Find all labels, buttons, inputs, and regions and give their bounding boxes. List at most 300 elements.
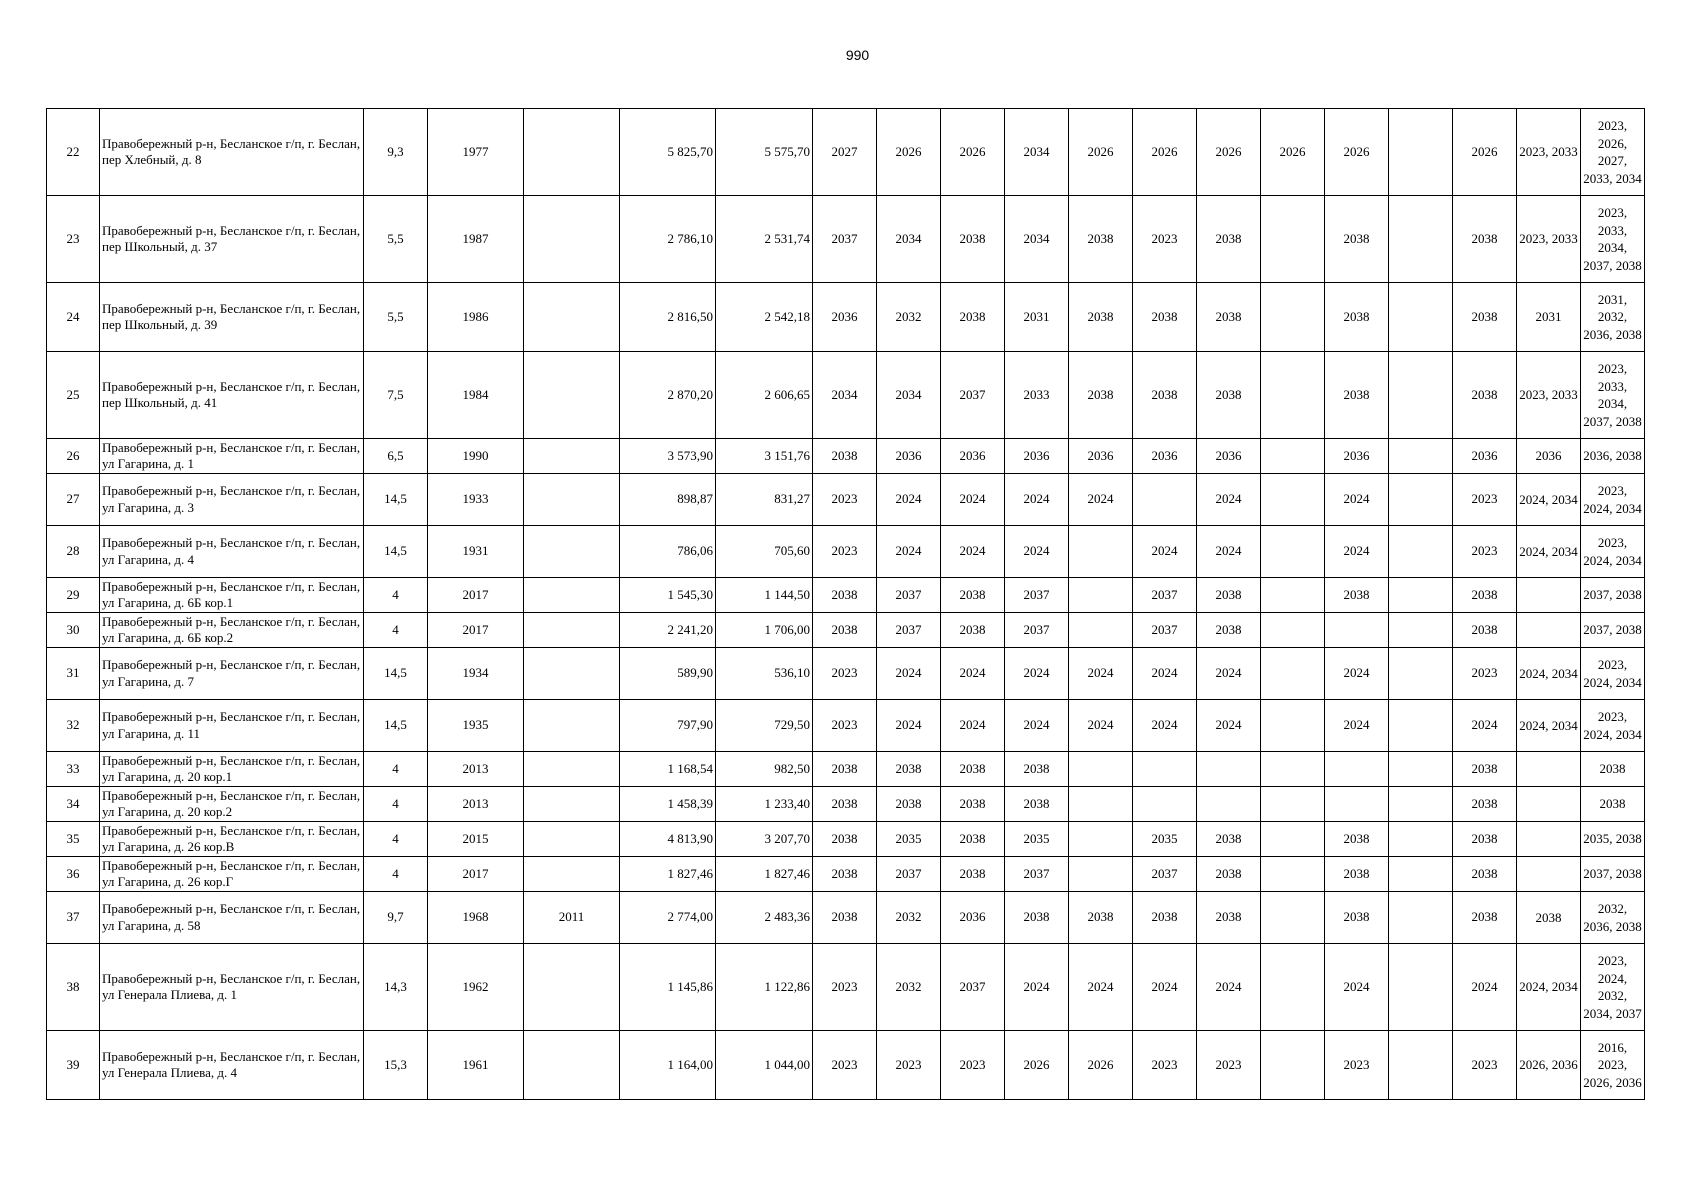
planned-year-cell: 2037 (1005, 857, 1069, 892)
planned-year-cell: 2023 (1453, 474, 1517, 526)
planned-year-cell: 2024 (1069, 474, 1133, 526)
planned-year-cell: 2026 (1453, 109, 1517, 196)
planned-year-cell (1261, 196, 1325, 283)
planned-year-cell (1389, 439, 1453, 474)
table-row (47, 196, 1645, 283)
planned-year-cell (1261, 613, 1325, 648)
planned-year-cell (1261, 474, 1325, 526)
planned-year-cell (1325, 787, 1389, 822)
planned-year-cell: 2023 (1133, 196, 1197, 283)
planned-year-cell: 2023, 2033 (1517, 109, 1581, 196)
planned-year-cell: 2038 (813, 857, 877, 892)
planned-year-cell: 2023 (813, 526, 877, 578)
planned-year-cell: 2037 (813, 196, 877, 283)
planned-year-cell: 2024 (1005, 648, 1069, 700)
planned-year-cell: 2038 (1197, 352, 1261, 439)
planned-year-cell: 2026 (1069, 109, 1133, 196)
planned-year-cell: 2038 (1453, 283, 1517, 352)
planned-year-cell (1517, 822, 1581, 857)
planned-year-cell (1389, 648, 1453, 700)
planned-year-cell: 2024, 2034 (1517, 648, 1581, 700)
planned-year-cell (1133, 474, 1197, 526)
living-area-cell: 831,27 (716, 474, 813, 526)
wear-cell: 9,7 (364, 892, 428, 944)
planned-year-cell (1069, 752, 1133, 787)
planned-year-cell: 2023 (813, 1031, 877, 1100)
planned-year-cell: 2038 (1197, 196, 1261, 283)
table-row (47, 474, 1645, 526)
planned-year-cell (1261, 439, 1325, 474)
row-number-cell: 39 (47, 1031, 100, 1100)
wear-cell: 4 (364, 822, 428, 857)
planned-year-cell: 2037 (1005, 578, 1069, 613)
planned-year-cell: 2038 (1005, 752, 1069, 787)
renovation-year-cell (524, 439, 620, 474)
planned-year-cell (1389, 787, 1453, 822)
planned-year-cell: 2024 (1197, 474, 1261, 526)
living-area-cell: 729,50 (716, 700, 813, 752)
planned-year-cell (1389, 822, 1453, 857)
row-number-cell: 37 (47, 892, 100, 944)
planned-year-cell: 2038 (1453, 196, 1517, 283)
planned-year-cell: 2038 (941, 283, 1005, 352)
wear-cell: 14,5 (364, 474, 428, 526)
address-cell: Правобережный р-н, Бесланское г/п, г. Беслан, ул Гагарина, д. 6Б кор.1 (100, 578, 364, 613)
planned-year-cell: 2023 (1453, 648, 1517, 700)
planned-year-cell: 2038 (1197, 613, 1261, 648)
living-area-cell: 705,60 (716, 526, 813, 578)
planned-year-cell (1389, 283, 1453, 352)
total-area-cell: 2 786,10 (620, 196, 716, 283)
wear-cell: 15,3 (364, 1031, 428, 1100)
planned-year-cell: 2023, 2024, 2034 (1581, 648, 1645, 700)
planned-year-cell (1261, 787, 1325, 822)
planned-year-cell: 2024 (1005, 526, 1069, 578)
planned-year-cell: 2024 (941, 700, 1005, 752)
planned-year-cell (1517, 787, 1581, 822)
planned-year-cell (1069, 526, 1133, 578)
address-cell: Правобережный р-н, Бесланское г/п, г. Беслан, пер Школьный, д. 39 (100, 283, 364, 352)
total-area-cell: 2 816,50 (620, 283, 716, 352)
living-area-cell: 5 575,70 (716, 109, 813, 196)
planned-year-cell (1261, 352, 1325, 439)
renovation-year-cell (524, 944, 620, 1031)
planned-year-cell: 2023 (813, 648, 877, 700)
planned-year-cell: 2026 (1133, 109, 1197, 196)
planned-year-cell: 2038 (1069, 352, 1133, 439)
wear-cell: 4 (364, 578, 428, 613)
planned-year-cell (1389, 944, 1453, 1031)
planned-year-cell: 2037 (877, 613, 941, 648)
row-number-cell: 31 (47, 648, 100, 700)
table-row (47, 648, 1645, 700)
planned-year-cell: 2024 (1133, 648, 1197, 700)
total-area-cell: 589,90 (620, 648, 716, 700)
planned-year-cell: 2034 (1005, 109, 1069, 196)
planned-year-cell: 2035, 2038 (1581, 822, 1645, 857)
planned-year-cell (1389, 1031, 1453, 1100)
planned-year-cell: 2038 (1517, 892, 1581, 944)
planned-year-cell: 2036 (1133, 439, 1197, 474)
wear-cell: 4 (364, 787, 428, 822)
wear-cell: 4 (364, 857, 428, 892)
address-cell: Правобережный р-н, Бесланское г/п, г. Беслан, ул Гагарина, д. 6Б кор.2 (100, 613, 364, 648)
total-area-cell: 1 164,00 (620, 1031, 716, 1100)
row-number-cell: 34 (47, 787, 100, 822)
row-number-cell: 23 (47, 196, 100, 283)
planned-year-cell: 2026 (941, 109, 1005, 196)
planned-year-cell: 2038 (1453, 613, 1517, 648)
planned-year-cell: 2024 (1453, 700, 1517, 752)
planned-year-cell (1517, 752, 1581, 787)
planned-year-cell (1389, 857, 1453, 892)
total-area-cell: 1 145,86 (620, 944, 716, 1031)
planned-year-cell: 2023, 2033, 2034, 2037, 2038 (1581, 196, 1645, 283)
planned-year-cell: 2027 (813, 109, 877, 196)
planned-year-cell: 2038 (1069, 283, 1133, 352)
year-built-cell: 1933 (428, 474, 524, 526)
planned-year-cell: 2024 (1197, 526, 1261, 578)
renovation-year-cell: 2011 (524, 892, 620, 944)
planned-year-cell: 2037 (877, 578, 941, 613)
living-area-cell: 1 122,86 (716, 944, 813, 1031)
planned-year-cell: 2035 (1005, 822, 1069, 857)
planned-year-cell: 2024 (1325, 526, 1389, 578)
planned-year-cell: 2033 (1005, 352, 1069, 439)
planned-year-cell: 2024 (1069, 944, 1133, 1031)
renovation-year-cell (524, 613, 620, 648)
planned-year-cell: 2038 (941, 857, 1005, 892)
planned-year-cell: 2038 (1133, 352, 1197, 439)
address-cell: Правобережный р-н, Бесланское г/п, г. Беслан, ул Гагарина, д. 1 (100, 439, 364, 474)
planned-year-cell (1261, 526, 1325, 578)
planned-year-cell: 2026 (1261, 109, 1325, 196)
planned-year-cell (1069, 822, 1133, 857)
planned-year-cell: 2038 (1325, 857, 1389, 892)
planned-year-cell (1069, 578, 1133, 613)
address-cell: Правобережный р-н, Бесланское г/п, г. Беслан, ул Гагарина, д. 3 (100, 474, 364, 526)
table-row (47, 578, 1645, 613)
wear-cell: 4 (364, 752, 428, 787)
planned-year-cell: 2038 (1069, 892, 1133, 944)
planned-year-cell: 2026 (877, 109, 941, 196)
planned-year-cell (1261, 944, 1325, 1031)
table-row (47, 526, 1645, 578)
planned-year-cell: 2036 (1453, 439, 1517, 474)
planned-year-cell: 2038 (1005, 787, 1069, 822)
planned-year-cell: 2031 (1005, 283, 1069, 352)
planned-year-cell: 2023, 2033 (1517, 352, 1581, 439)
row-number-cell: 28 (47, 526, 100, 578)
planned-year-cell: 2038 (1069, 196, 1133, 283)
planned-year-cell (1389, 526, 1453, 578)
planned-year-cell: 2024 (877, 700, 941, 752)
address-cell: Правобережный р-н, Бесланское г/п, г. Беслан, ул Гагарина, д. 26 кор.Г (100, 857, 364, 892)
planned-year-cell: 2024, 2034 (1517, 944, 1581, 1031)
total-area-cell: 1 458,39 (620, 787, 716, 822)
planned-year-cell: 2038 (1133, 892, 1197, 944)
planned-year-cell (1069, 787, 1133, 822)
planned-year-cell: 2038 (1325, 892, 1389, 944)
planned-year-cell (1517, 857, 1581, 892)
planned-year-cell: 2038 (1453, 352, 1517, 439)
planned-year-cell (1261, 700, 1325, 752)
living-area-cell: 536,10 (716, 648, 813, 700)
planned-year-cell: 2024 (1133, 700, 1197, 752)
planned-year-cell: 2023 (941, 1031, 1005, 1100)
wear-cell: 14,5 (364, 700, 428, 752)
planned-year-cell: 2023 (1453, 526, 1517, 578)
planned-year-cell: 2026, 2036 (1517, 1031, 1581, 1100)
planned-year-cell: 2034 (813, 352, 877, 439)
planned-year-cell: 2036 (1005, 439, 1069, 474)
table-row (47, 892, 1645, 944)
address-cell: Правобережный р-н, Бесланское г/п, г. Беслан, ул Гагарина, д. 58 (100, 892, 364, 944)
address-cell: Правобережный р-н, Бесланское г/п, г. Беслан, ул Гагарина, д. 20 кор.1 (100, 752, 364, 787)
living-area-cell: 2 542,18 (716, 283, 813, 352)
row-number-cell: 35 (47, 822, 100, 857)
year-built-cell: 1934 (428, 648, 524, 700)
planned-year-cell: 2031 (1517, 283, 1581, 352)
year-built-cell: 2013 (428, 752, 524, 787)
address-cell: Правобережный р-н, Бесланское г/п, г. Беслан, ул Гагарина, д. 4 (100, 526, 364, 578)
wear-cell: 9,3 (364, 109, 428, 196)
year-built-cell: 1984 (428, 352, 524, 439)
table-row (47, 944, 1645, 1031)
planned-year-cell (1261, 892, 1325, 944)
row-number-cell: 29 (47, 578, 100, 613)
renovation-year-cell (524, 352, 620, 439)
row-number-cell: 22 (47, 109, 100, 196)
renovation-year-cell (524, 578, 620, 613)
year-built-cell: 1962 (428, 944, 524, 1031)
address-cell: Правобережный р-н, Бесланское г/п, г. Беслан, ул Гагарина, д. 11 (100, 700, 364, 752)
planned-year-cell: 2024, 2034 (1517, 700, 1581, 752)
table-row (47, 439, 1645, 474)
planned-year-cell: 2036 (1069, 439, 1133, 474)
planned-year-cell: 2037 (877, 857, 941, 892)
planned-year-cell: 2038 (1453, 578, 1517, 613)
living-area-cell: 1 233,40 (716, 787, 813, 822)
planned-year-cell: 2034 (877, 352, 941, 439)
planned-year-cell: 2038 (813, 787, 877, 822)
planned-year-cell: 2037 (1133, 857, 1197, 892)
planned-year-cell: 2035 (877, 822, 941, 857)
planned-year-cell: 2038 (1325, 196, 1389, 283)
planned-year-cell: 2024 (1325, 648, 1389, 700)
year-built-cell: 2015 (428, 822, 524, 857)
table-row (47, 613, 1645, 648)
planned-year-cell (1389, 578, 1453, 613)
planned-year-cell: 2024 (1453, 944, 1517, 1031)
row-number-cell: 33 (47, 752, 100, 787)
renovation-year-cell (524, 196, 620, 283)
renovation-year-cell (524, 109, 620, 196)
planned-year-cell: 2038 (1197, 892, 1261, 944)
planned-year-cell (1389, 752, 1453, 787)
planned-year-cell: 2024 (1005, 944, 1069, 1031)
planned-year-cell: 2024, 2034 (1517, 526, 1581, 578)
table-row (47, 857, 1645, 892)
planned-year-cell: 2038 (1581, 752, 1645, 787)
planned-year-cell: 2038 (941, 787, 1005, 822)
planned-year-cell: 2032 (877, 283, 941, 352)
year-built-cell: 1986 (428, 283, 524, 352)
planned-year-cell: 2023 (877, 1031, 941, 1100)
planned-year-cell: 2038 (1453, 892, 1517, 944)
planned-year-cell: 2038 (813, 439, 877, 474)
planned-year-cell: 2024 (877, 648, 941, 700)
planned-year-cell (1197, 787, 1261, 822)
planned-year-cell: 2023 (813, 700, 877, 752)
planned-year-cell: 2031, 2032, 2036, 2038 (1581, 283, 1645, 352)
total-area-cell: 786,06 (620, 526, 716, 578)
planned-year-cell (1389, 474, 1453, 526)
planned-year-cell: 2036 (1197, 439, 1261, 474)
address-cell: Правобережный р-н, Бесланское г/п, г. Беслан, ул Гагарина, д. 26 кор.В (100, 822, 364, 857)
planned-year-cell: 2024, 2034 (1517, 474, 1581, 526)
planned-year-cell (1261, 822, 1325, 857)
planned-year-cell (1261, 283, 1325, 352)
planned-year-cell: 2032, 2036, 2038 (1581, 892, 1645, 944)
planned-year-cell: 2016, 2023, 2026, 2036 (1581, 1031, 1645, 1100)
planned-year-cell: 2023, 2024, 2032, 2034, 2037 (1581, 944, 1645, 1031)
year-built-cell: 1990 (428, 439, 524, 474)
planned-year-cell: 2024 (1197, 944, 1261, 1031)
planned-year-cell: 2035 (1133, 822, 1197, 857)
planned-year-cell: 2036 (941, 439, 1005, 474)
planned-year-cell (1133, 752, 1197, 787)
planned-year-cell (1389, 196, 1453, 283)
planned-year-cell: 2036, 2038 (1581, 439, 1645, 474)
planned-year-cell: 2024 (1325, 700, 1389, 752)
planned-year-cell: 2023 (1453, 1031, 1517, 1100)
planned-year-cell: 2024 (941, 474, 1005, 526)
wear-cell: 7,5 (364, 352, 428, 439)
address-cell: Правобережный р-н, Бесланское г/п, г. Беслан, ул Гагарина, д. 7 (100, 648, 364, 700)
planned-year-cell (1517, 613, 1581, 648)
year-built-cell: 2017 (428, 857, 524, 892)
planned-year-cell (1325, 752, 1389, 787)
planned-year-cell: 2038 (1453, 787, 1517, 822)
planned-year-cell (1133, 787, 1197, 822)
year-built-cell: 1931 (428, 526, 524, 578)
table-row (47, 787, 1645, 822)
planned-year-cell: 2038 (1453, 857, 1517, 892)
row-number-cell: 25 (47, 352, 100, 439)
planned-year-cell: 2032 (877, 944, 941, 1031)
planned-year-cell: 2037 (1133, 578, 1197, 613)
total-area-cell: 1 168,54 (620, 752, 716, 787)
wear-cell: 6,5 (364, 439, 428, 474)
planned-year-cell (1325, 613, 1389, 648)
planned-year-cell: 2038 (1197, 283, 1261, 352)
wear-cell: 4 (364, 613, 428, 648)
planned-year-cell: 2023 (1133, 1031, 1197, 1100)
planned-year-cell: 2038 (941, 822, 1005, 857)
planned-year-cell: 2038 (813, 822, 877, 857)
planned-year-cell: 2024 (877, 474, 941, 526)
address-cell: Правобережный р-н, Бесланское г/п, г. Беслан, ул Генерала Плиева, д. 4 (100, 1031, 364, 1100)
planned-year-cell (1069, 857, 1133, 892)
planned-year-cell: 2023, 2024, 2034 (1581, 474, 1645, 526)
planned-year-cell (1261, 752, 1325, 787)
planned-year-cell: 2037 (1005, 613, 1069, 648)
year-built-cell: 1935 (428, 700, 524, 752)
row-number-cell: 38 (47, 944, 100, 1031)
planned-year-cell: 2038 (813, 752, 877, 787)
row-number-cell: 24 (47, 283, 100, 352)
planned-year-cell: 2023, 2033, 2034, 2037, 2038 (1581, 352, 1645, 439)
planned-year-cell: 2036 (877, 439, 941, 474)
address-cell: Правобережный р-н, Бесланское г/п, г. Беслан, пер Школьный, д. 41 (100, 352, 364, 439)
planned-year-cell: 2037 (1133, 613, 1197, 648)
renovation-year-cell (524, 1031, 620, 1100)
living-area-cell: 2 606,65 (716, 352, 813, 439)
planned-year-cell: 2024 (1069, 648, 1133, 700)
total-area-cell: 1 827,46 (620, 857, 716, 892)
planned-year-cell: 2038 (813, 892, 877, 944)
year-built-cell: 2017 (428, 613, 524, 648)
planned-year-cell: 2023 (1197, 1031, 1261, 1100)
living-area-cell: 3 207,70 (716, 822, 813, 857)
planned-year-cell: 2038 (1325, 283, 1389, 352)
address-cell: Правобережный р-н, Бесланское г/п, г. Беслан, пер Хлебный, д. 8 (100, 109, 364, 196)
living-area-cell: 3 151,76 (716, 439, 813, 474)
planned-year-cell: 2038 (941, 578, 1005, 613)
planned-year-cell (1261, 578, 1325, 613)
planned-year-cell: 2038 (1197, 822, 1261, 857)
planned-year-cell: 2038 (1005, 892, 1069, 944)
planned-year-cell: 2038 (1133, 283, 1197, 352)
planned-year-cell: 2026 (1005, 1031, 1069, 1100)
planned-year-cell: 2037, 2038 (1581, 613, 1645, 648)
planned-year-cell: 2038 (941, 196, 1005, 283)
living-area-cell: 1 706,00 (716, 613, 813, 648)
wear-cell: 14,5 (364, 648, 428, 700)
planned-year-cell (1389, 892, 1453, 944)
wear-cell: 14,3 (364, 944, 428, 1031)
planned-year-cell: 2023, 2026, 2027, 2033, 2034 (1581, 109, 1645, 196)
planned-year-cell: 2036 (1517, 439, 1581, 474)
page-number: 990 (845, 47, 870, 63)
planned-year-cell: 2038 (877, 787, 941, 822)
planned-year-cell: 2038 (877, 752, 941, 787)
row-number-cell: 26 (47, 439, 100, 474)
planned-year-cell: 2026 (1325, 109, 1389, 196)
renovation-year-cell (524, 283, 620, 352)
planned-year-cell: 2023, 2033 (1517, 196, 1581, 283)
planned-year-cell (1261, 857, 1325, 892)
year-built-cell: 2013 (428, 787, 524, 822)
planned-year-cell: 2032 (877, 892, 941, 944)
planned-year-cell: 2038 (1325, 578, 1389, 613)
row-number-cell: 30 (47, 613, 100, 648)
planned-year-cell: 2024 (1133, 526, 1197, 578)
planned-year-cell (1261, 648, 1325, 700)
year-built-cell: 1977 (428, 109, 524, 196)
planned-year-cell: 2038 (1453, 822, 1517, 857)
year-built-cell: 1961 (428, 1031, 524, 1100)
address-cell: Правобережный р-н, Бесланское г/п, г. Беслан, пер Школьный, д. 37 (100, 196, 364, 283)
planned-year-cell: 2023, 2024, 2034 (1581, 700, 1645, 752)
planned-year-cell: 2038 (941, 752, 1005, 787)
address-cell: Правобережный р-н, Бесланское г/п, г. Беслан, ул Генерала Плиева, д. 1 (100, 944, 364, 1031)
row-number-cell: 32 (47, 700, 100, 752)
planned-year-cell: 2036 (813, 283, 877, 352)
planned-year-cell: 2038 (941, 613, 1005, 648)
planned-year-cell: 2026 (1069, 1031, 1133, 1100)
